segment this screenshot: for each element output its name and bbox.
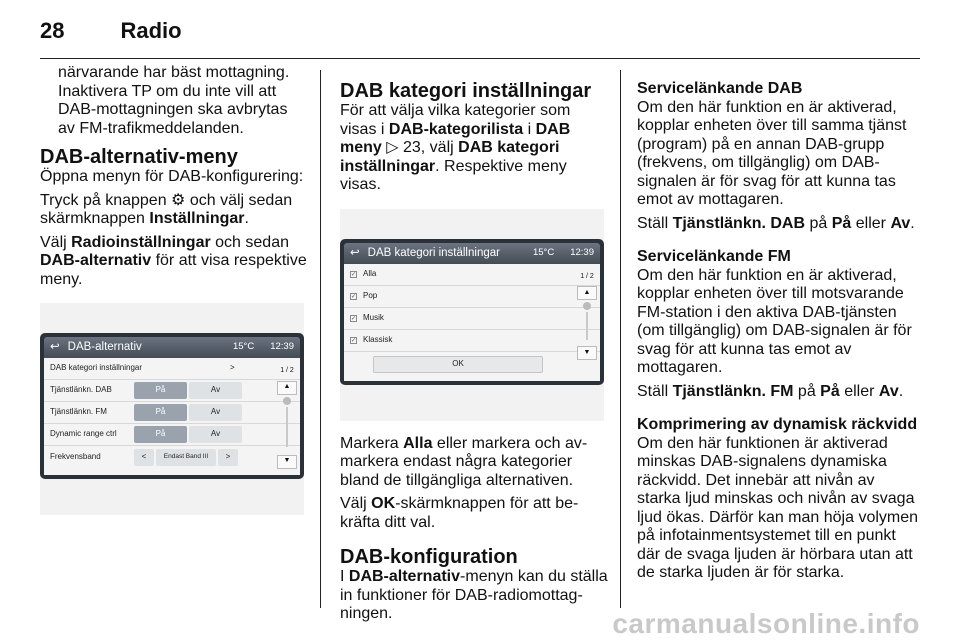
heading-dab-category: DAB kategori inställningar [340, 80, 592, 102]
menu-row-dynamic-range: Dynamic range ctrl På Av [44, 424, 300, 446]
paragraph-select-ok: Välj OK-skärmknappen för att bekräfta ditt val. [340, 495, 579, 531]
clock: 12:39 [570, 246, 594, 258]
back-icon[interactable]: ↩ [350, 246, 360, 259]
on-button[interactable]: På [134, 404, 187, 421]
heading-dab-configuration: DAB-konfiguration [340, 546, 518, 568]
scroll-track [586, 312, 588, 340]
category-item[interactable]: ✓ Musik [344, 308, 600, 330]
screenshot-dab-category [340, 209, 604, 421]
checkbox-icon: ✓ [351, 337, 357, 344]
heading-dab-alternativ: DAB-alternativ-meny [40, 146, 238, 168]
page-header [40, 18, 182, 44]
header-rule [40, 58, 920, 59]
column-divider [620, 70, 621, 608]
paragraph-set-dab: Ställ Tjänstlänkn. DAB på På eller Av. [637, 214, 915, 232]
column-2 [340, 80, 608, 629]
heading-service-link-fm: Servicelänkande FM [637, 248, 791, 265]
scroll-track [286, 407, 288, 447]
scrollbar[interactable] [577, 268, 597, 361]
page-indicator: 1 / 2 [280, 367, 294, 374]
heading-service-link-dab: Servicelänkande DAB [637, 80, 803, 97]
screen-title: DAB kategori inställningar [367, 246, 500, 259]
infotainment-screen [40, 333, 304, 479]
menu-row-service-link-dab: Tjänstlänkn. DAB På Av [44, 380, 300, 402]
category-item[interactable]: ✓ Pop [344, 286, 600, 308]
temperature: 15°C [532, 246, 555, 258]
temperature: 15°C [232, 341, 255, 353]
page-indicator: 1 / 2 [580, 272, 594, 280]
paragraph-open-menu: Öppna menyn för DAB-konfigurering: [40, 168, 304, 185]
paragraph-press-button: Tryck på knappen ⚙ och välj sedan skärmknappen Inställningar. [40, 191, 293, 227]
column-1 [40, 64, 308, 523]
scrollbar[interactable] [277, 362, 297, 469]
paragraph-continued: närvarande har bäst mottagning. Inaktivera TP om du inte vill att DAB-mottagningen ska avbrytas av FM-trafikmeddelanden. [58, 64, 290, 137]
off-button[interactable]: Av [189, 404, 242, 421]
on-button[interactable]: På [134, 382, 187, 399]
ok-button[interactable]: OK [373, 356, 543, 373]
watermark: carmanualsonline.info [612, 608, 920, 639]
page-number: 28 [40, 18, 65, 43]
menu-row-dab-category[interactable]: DAB kategori inställningar > [44, 358, 300, 380]
infotainment-screen [340, 239, 604, 385]
paragraph-service-link-dab: Om den här funktion en är aktiverad, kopplar enheten över till samma tjänst (program) på en annan DAB-grupp (frekvens, om tillgänglig) om DAB-signalen är för svag för att kunna tas emot av mottagaren. [637, 98, 907, 208]
paragraph-configuration: I DAB-alternativ-menyn kan du ställa in funktioner för DAB-radiomottagningen. [340, 568, 608, 622]
screen-body [44, 358, 300, 475]
chevron-right-icon: > [230, 363, 235, 373]
checkbox-icon: ✓ [351, 293, 357, 300]
paragraph-service-link-fm: Om den här funktion en är aktiverad, kopplar enheten över till motsvarande FM-station i den aktiva DAB-tjänsten (om tillgänglig) om DAB-signalen är för svag för att kunna tas emot av mottagaren. [637, 266, 912, 376]
settings-icon: ⚙ [171, 191, 186, 209]
heading-dynamic-range: Komprimering av dynamisk räckvidd [637, 416, 918, 433]
screen-body [344, 264, 600, 381]
menu-row-service-link-fm: Tjänstlänkn. FM På Av [44, 402, 300, 424]
category-item[interactable]: ✓ Klassisk [344, 330, 600, 352]
scroll-down-icon[interactable]: ▼ [277, 455, 297, 469]
scroll-up-icon[interactable]: ▲ [277, 381, 297, 395]
category-item[interactable]: ✓ Alla [344, 264, 600, 286]
scroll-knob[interactable] [283, 397, 291, 405]
clock: 12:39 [270, 341, 294, 353]
screenshot-dab-alternativ [40, 303, 304, 515]
band-value: Endast Band III [156, 449, 216, 466]
checkbox-icon: ✓ [351, 315, 357, 322]
off-button[interactable]: Av [189, 426, 242, 443]
ok-row [344, 352, 600, 373]
column-divider [320, 70, 321, 608]
paragraph-mark-all: Markera Alla eller markera och avmarkera endast några kategorier bland de tillgängliga alternativen. [340, 434, 588, 489]
scroll-knob[interactable] [583, 302, 591, 310]
column-3 [637, 80, 920, 588]
paragraph-dynamic-range: Om den här funktionen är aktiverad minskas DAB-signalens dynamiska räckvidd. Det innebär att nivån av starka ljud minskas och nivån av svaga ljud ökas. Därför kan man höja volymen på infotainmentsystemet till en punkt där de svaga ljuden är hörbara utan att de starka ljuden är för starka. [637, 434, 919, 581]
back-icon[interactable]: ↩ [50, 341, 60, 354]
checkbox-icon: ✓ [351, 271, 357, 278]
screen-title: DAB-alternativ [67, 341, 142, 354]
paragraph-select-radio-settings: Välj Radioinställningar och sedan DAB-alternativ för att visa respektive meny. [40, 233, 307, 288]
next-band-button[interactable]: > [218, 449, 238, 466]
on-button[interactable]: På [134, 426, 187, 443]
scroll-down-icon[interactable]: ▼ [577, 346, 597, 360]
paragraph-category-intro: För att välja vilka kategorier som visas i DAB-kategorilista i DAB meny ▷ 23, välj DAB kategori inställningar. Respektive meny visas. [340, 102, 571, 193]
off-button[interactable]: Av [189, 382, 242, 399]
screen-title-bar [44, 337, 300, 358]
menu-row-frequency-band: Frekvensband < Endast Band III > [44, 446, 300, 468]
screen-title-bar [344, 243, 600, 264]
scroll-up-icon[interactable]: ▲ [577, 286, 597, 300]
paragraph-set-fm: Ställ Tjänstlänkn. FM på På eller Av. [637, 382, 904, 400]
prev-band-button[interactable]: < [134, 449, 154, 466]
section-title: Radio [120, 18, 182, 43]
